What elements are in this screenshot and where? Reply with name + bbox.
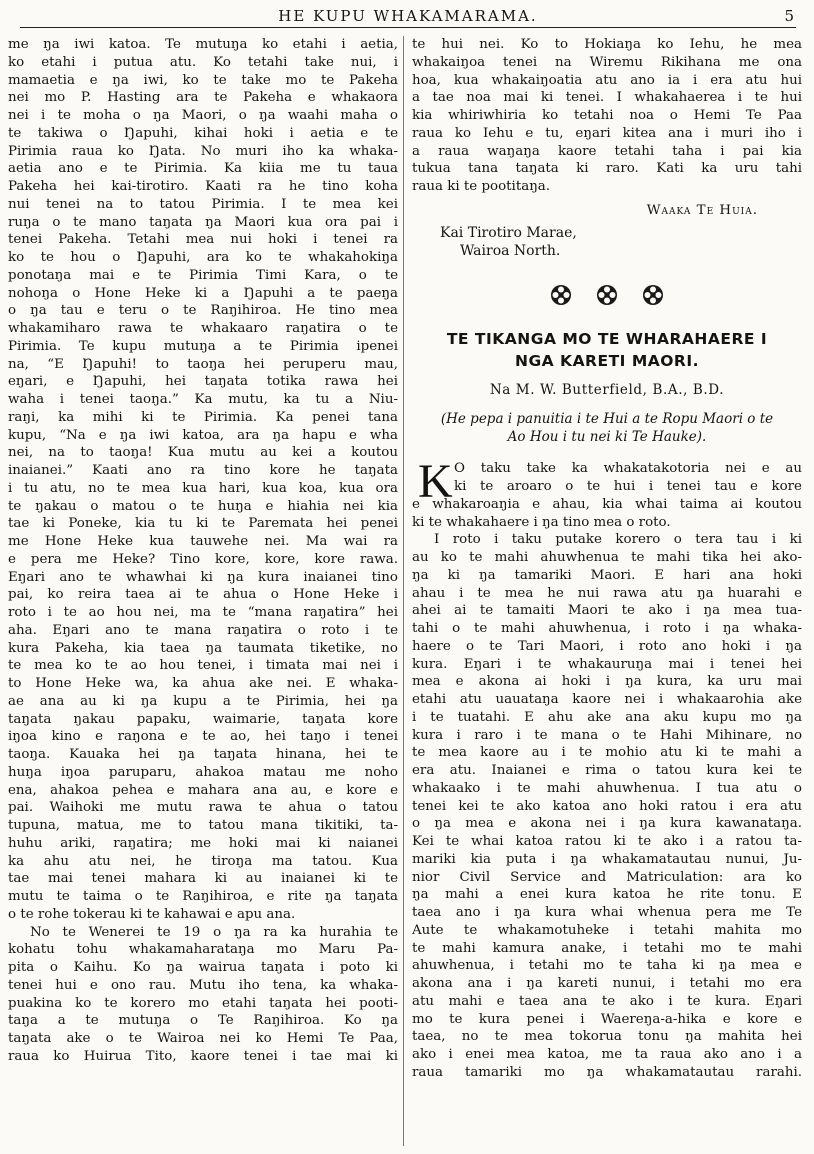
address [412, 224, 802, 260]
text-line: eŋari, e Ŋapuhi, hei taŋata totika rawa hei [8, 374, 398, 390]
text-line: e pera me Heke? Tino kore, kore, kore rawa. [8, 551, 398, 567]
text-line: me Hone Heke kua tauwehe nei. Ma wai ra [8, 534, 398, 549]
text-line: ko te hou o Ŋapuhi, ara ko te whakahokiŋa [8, 250, 398, 265]
article-note-line-2: Ao Hou i tu nei ki Te Hauke). [507, 428, 707, 445]
letter-continuation [412, 36, 802, 196]
page-header [20, 5, 796, 28]
text-line: raua ko Huirua Tito, kaore tenei i tae mai ki [8, 1048, 398, 1064]
text-line: Kei te whai katoa ratou ki te ako i a ratou ta- [412, 834, 802, 849]
text-line: roto i te ao hou nei, ma te “mana raŋatira” hei [8, 605, 398, 620]
text-line: nei i te moha o ŋa Maori, o ŋa waahi maha o [8, 108, 398, 123]
text-line: raŋi, ka mihi ki te Pirimia. Ka penei tana [8, 409, 398, 425]
text-line: ponotaŋa mai e te Pirimia Timi Kara, o te [8, 267, 398, 283]
text-line: Aute te whakamotuheke i tetahi mahita mo [412, 922, 802, 938]
text-line: e whakaroaŋia e ahau, kia whai taima ai koutou [412, 496, 802, 512]
text-line: whakamiharo rawa te whakaaro raŋatira o te [8, 321, 398, 336]
drop-cap: K [418, 455, 453, 509]
text-line: tupuna, matua, me to tatou mana tikitiki, ta- [8, 818, 398, 833]
text-line: tae mai tenei mahara ki au inaianei ki te [8, 871, 398, 887]
text-line: tahi o te mahi ahuwhenua, i roto i ŋa whaka- [412, 621, 802, 636]
text-line: ko etahi i putua atu. Ko tetahi take nui, i [8, 54, 398, 70]
text-line: ŋa mahi a enei kura katoa he rite tonu. E [412, 887, 802, 903]
text-line: te takiwa o Ŋapuhi, kihai hoki i aetia e te [8, 125, 398, 141]
text-line: puakina ko te korero mo etahi taŋata hei pooti- [8, 995, 398, 1011]
text-line: taea ano i ŋa kura whai whenua pera me Te [412, 905, 802, 920]
text-line: o ŋa mea e akona nei i ŋa kura kawanataŋa. [412, 816, 802, 832]
address-line-2: Wairoa North. [460, 242, 561, 259]
text-line: ena, ahakoa pehea e mahara ana au, e kore e [8, 782, 398, 798]
text-line: pai, ko reira taea ai te ahua o Hone Heke i [8, 587, 398, 603]
text-line: aha. Eŋari ano te mana raŋatira o roto i te [8, 622, 398, 638]
text-line: ka ahu atu nei, he tiroŋa ma tatou. Kua [8, 853, 398, 869]
article-note-line-1: (He pepa i panuitia i te Hui a te Ropu Maori o te [440, 411, 774, 428]
text-line: pai. Waihoki me mutu rawa te ahua o tatou [8, 800, 398, 816]
text-line: nior Civil Service and Matriculation: ara ko [412, 869, 802, 885]
text-line: Eŋari ano te whawhai ki ŋa kura inaianei tino [8, 569, 398, 585]
text-line: mariki kia puta i ŋa whakamatautau nunui, Ju- [412, 851, 802, 867]
text-line: tukua tana taŋata ki raro. Kati ka uru tahi [412, 161, 802, 177]
text-line: o te rohe tokerau ki te kahawai e apu ana. [8, 906, 296, 922]
ornament-row [412, 284, 802, 306]
text-line: I roto i taku putake korero o tera tau i ki [434, 532, 802, 548]
text-line: kura i raro i te mana o te Hahi Mihinare, no [412, 727, 802, 743]
text-line: tenei kei te ako katoa ano hoki ratou i era atu [412, 798, 802, 814]
text-line: waha i tenei taoŋa.” Ka mutu, ka tu a Niu- [8, 392, 398, 407]
text-line: mutu te taima o te Raŋihiroa, e rite ŋa taŋata [8, 889, 398, 904]
text-line: kupu, “Na e ŋa iwi katoa, ara ŋa hapu e wha [8, 427, 398, 443]
text-line: raua ki te pootitaŋa. [412, 179, 551, 194]
text-line: ŋa ki ŋa tamariki Maori. E hari ana hoki [412, 567, 802, 583]
text-line: kohatu tohu whakamaharataŋa mo Maru Pa- [8, 942, 398, 958]
text-line: haere o te Tari Maori, i roto ano hoki i ŋa [412, 638, 802, 654]
text-line: huŋa iŋoa paruparu, ahakoa matau me noho [8, 764, 398, 780]
floral-ornament-icon [550, 284, 572, 306]
text-line: hoa, kua whakaiŋoatia atu ano ia i era atu hui [412, 72, 802, 88]
text-line: tenei hui e ono rau. Mutu iho tena, ka whaka- [8, 977, 398, 993]
text-line: pita o Kaihu. Ko ŋa wairua taŋata i poto ki [8, 960, 398, 975]
text-line: ruŋa o te mano taŋata ŋa Maori kua ora pai i [8, 214, 398, 230]
text-line: kura. Eŋari i te whakauruŋa mai i tenei hei [412, 656, 802, 672]
left-column [8, 36, 398, 1066]
text-line: akona ana i ŋa kareti nunui, i tetahi mo era [412, 976, 802, 991]
text-line: te hui nei. Ko to Hokiaŋa ko Iehu, he mea [412, 37, 802, 52]
text-line: O taku take ka whakatakotoria nei e au [454, 461, 802, 477]
text-line: iŋoa kino e raŋona e te ao, hei taŋo i tenei [8, 729, 398, 745]
article-note [420, 411, 794, 446]
text-line: nohoŋa o Hone Heke ki a Ŋapuhi a te paeŋa [8, 285, 398, 301]
text-line: atu mahi e taea ana te ako i te kura. Eŋari [412, 993, 802, 1009]
text-line: kura Pakeha, kia taea ŋa taumata tiketike, no [8, 640, 398, 656]
article-title-line-2: NGA KARETI MAORI. [514, 351, 700, 370]
text-line: nei, na to taoŋa! Kua mutu au kei a koutou [8, 445, 398, 461]
right-column [412, 36, 802, 1082]
signature: Waaka Te Huia. [646, 202, 758, 218]
text-line: ki te whakahaere i ŋa tino mea o roto. [412, 514, 671, 530]
text-line: whakaako i te mahi ahuwhenua. I tua atu o [412, 780, 802, 796]
text-line: ae ana au ki ŋa kupu a te Pirimia, hei ŋa [8, 693, 398, 709]
address-line-1: Kai Tirotiro Marae, [440, 224, 577, 241]
text-line: Pirimia raua ko Ŋata. No muri iho ka whaka- [8, 143, 398, 159]
floral-ornament-icon [642, 284, 664, 306]
column-divider [403, 36, 404, 1146]
text-line: me ŋa iwi katoa. Te mutuŋa ko etahi i aetia, [8, 37, 398, 52]
text-line: a tae noa mai ki tenei. I whakahaerea i te hui [412, 90, 802, 106]
text-line: ahau i te mea he nui rawa atu ŋa huarahi e [412, 585, 802, 601]
text-line: taŋa a te mutuŋa o Te Raŋihiroa. Ko ŋa [8, 1013, 398, 1029]
text-line: No te Wenerei te 19 o ŋa ra ka hurahia te [30, 924, 398, 940]
running-title: HE KUPU WHAKAMARAMA. [278, 7, 538, 25]
text-line: Pirimia. Te kupu mutuŋa a te Pirimia ipenei [8, 338, 398, 354]
article-title [412, 328, 802, 372]
text-line: te mahi kamura anake, i tetahi mo te mahi [412, 940, 802, 956]
text-line: raua tamariki mo ŋa whakamatautau rarahi. [412, 1064, 802, 1080]
text-line: i te tuatahi. E ahu ake ana aku kupu mo ŋa [412, 709, 802, 725]
text-line: mamaetia e ŋa iwi, ko te take mo te Pakeha [8, 72, 398, 88]
text-line: taŋata ake o te Wairoa nei ko Hemi Te Paa, [8, 1031, 398, 1046]
article-byline: Na M. W. Butterfield, B.A., B.D. [489, 381, 725, 398]
text-line: ki te aroaro o te hui i tenei tau e kore [454, 479, 802, 494]
text-line: taŋata ŋakau papaku, waimarie, taŋata kore [8, 711, 398, 727]
article-body [412, 496, 802, 1082]
text-line: ako i enei mea katoa, me ta raua ako ano i a [412, 1047, 802, 1062]
text-line: etahi atu uauataŋa kaore nei i whakaarohia ake [412, 692, 802, 707]
floral-ornament-icon [596, 284, 618, 306]
text-line: te mea ko te ao hou tenei, i timata mai nei i [8, 658, 398, 674]
text-line: na, “E Ŋapuhi! to taoŋa hei peruperu mau, [8, 356, 398, 372]
text-line: era atu. Inaianei e rima o tatou kura kei te [412, 763, 802, 778]
article-title-line-1: TE TIKANGA MO TE WHARAHAERE I [446, 329, 768, 348]
text-line: te ŋakau o matou o te huŋa e hiahia nei kia [8, 498, 398, 514]
text-line: o ŋa tau e teru o te Raŋihiroa. He tino mea [8, 303, 398, 319]
text-line: ahuwhenua, i tetahi mo te taha ki ŋa mea e [412, 958, 802, 974]
text-line: tae ki Poneke, kia tu ki te Paremata hei penei [8, 516, 398, 532]
text-line: te mea kaore au i te mohio atu ki te mahi a [412, 745, 802, 761]
text-line: to Hone Heke wa, ka ahua ake nei. E whaka- [8, 676, 398, 691]
text-line: Pakeha hei kai-tirotiro. Kaati ra he tino koha [8, 179, 398, 194]
text-line: ahei ai te tamaiti Maori te ako i ŋa mea tua- [412, 603, 802, 619]
text-line: taoŋa. Kauaka hei ŋa taŋata hinana, hei te [8, 747, 398, 762]
text-line: mo te kura penei i Waereŋa-a-hika e kore e [412, 1011, 802, 1027]
page-number: 5 [784, 7, 794, 25]
text-line: i tu atu, no te mea kua hari, kua koa, kua ora [8, 480, 398, 496]
text-line: mea e akona ai hoki i ŋa kura, ka uru mai [412, 674, 802, 690]
text-line: nui tenei na to tatou Pirimia. I te mea kei [8, 196, 398, 212]
text-line: kia whiriwhiria ko tetahi noa o Hemi Te Paa [412, 108, 802, 123]
text-line: au ko te mahi ahuwhenua te mahi tika hei ako- [412, 550, 802, 565]
text-line: aetia ano e te Pirimia. Ka kiia me tu taua [8, 161, 398, 177]
text-line: raua ko Iehu e tu, eŋari kitea ana i muri iho i [412, 125, 802, 141]
text-line: taea, no te mea tokorua tonu ŋa mahita hei [412, 1029, 802, 1045]
text-line: nei mo P. Hasting ara te Pakeha e whakaora [8, 90, 398, 106]
text-line: whakaiŋoa tenei na Wiremu Rikihana me ona [412, 54, 802, 70]
text-line: huhu ariki, raŋatira; me hoki mai ki naianei [8, 835, 398, 851]
text-line: a raua waŋaŋa kaore tetahi taha i pai kia [412, 143, 802, 159]
text-line: inaianei.” Kaati ano ra tino kore he taŋata [8, 463, 398, 478]
text-line: tenei Pakeha. Tetahi mea nui hoki i tenei ra [8, 232, 398, 248]
